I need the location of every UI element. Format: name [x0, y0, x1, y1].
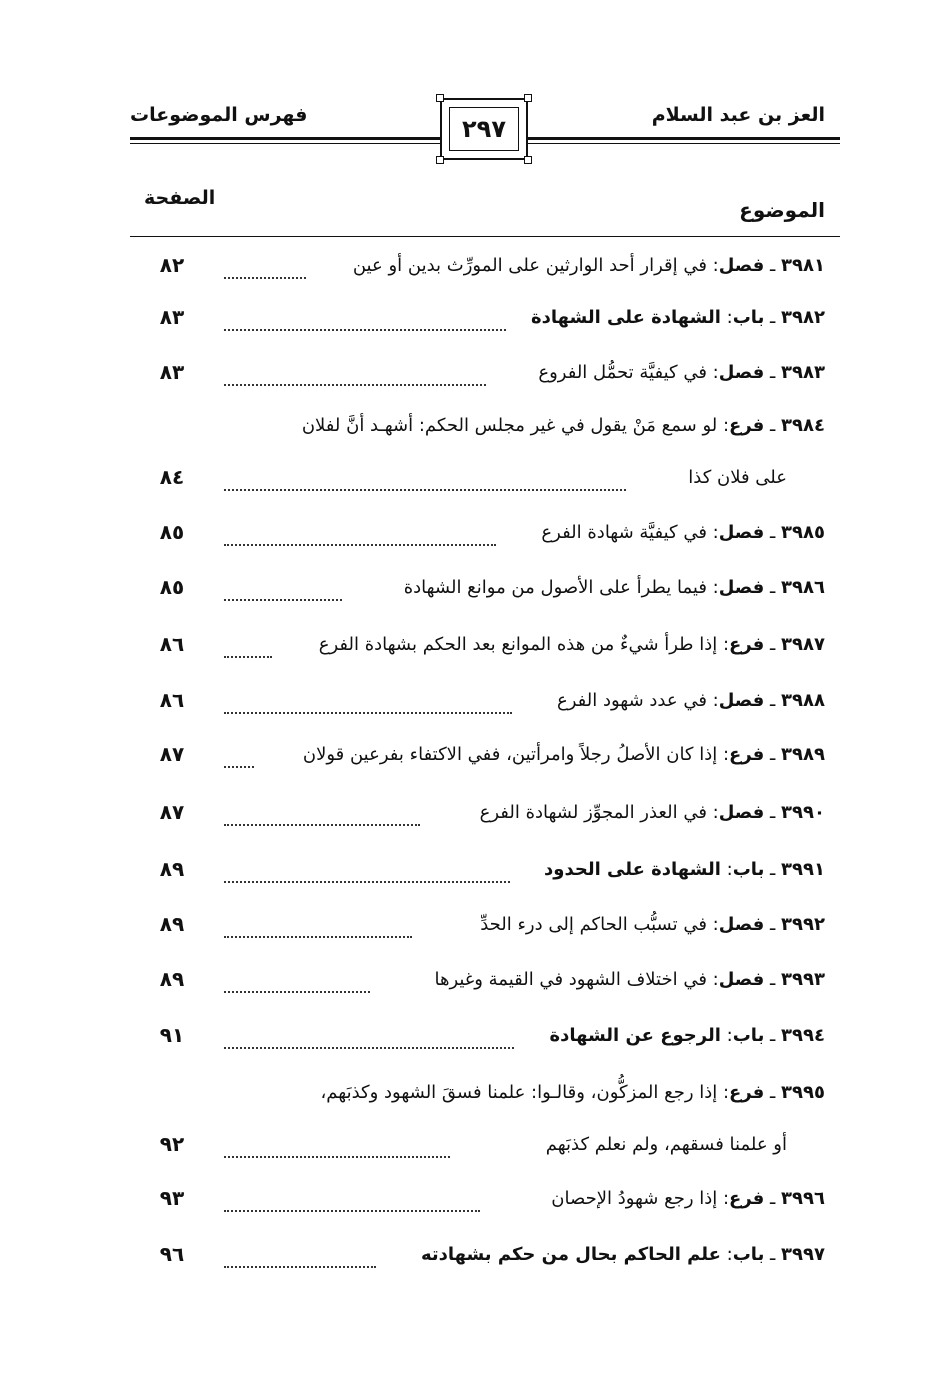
index-entry: ٩١ ٣٩٩٤ ـ باب: الرجوع عن الشهادة — [0, 1023, 947, 1053]
entry-title: إذا رجع شهودُ الإحصان — [551, 1188, 718, 1209]
entry-title: في تسبُّب الحاكم إلى درء الحدِّ — [480, 914, 707, 935]
entry-number: ٣٩٩٤ — [781, 1025, 825, 1046]
entry-page-number: ٨٩ — [159, 857, 185, 881]
dot-leader — [224, 800, 420, 826]
entry-title: علم الحاكم بحال من حكم بشهادته — [420, 1244, 721, 1265]
entry-page-number: ٨٧ — [159, 800, 185, 824]
entry-title: في إقرار أحد الوارثين على المورِّث بدين أو عين — [352, 255, 707, 276]
running-header-author: العز بن عبد السلام — [651, 104, 825, 126]
entry-title: إذا كان الأصلُ رجلاً وامرأتين، ففي الاكتفاء بفرعين قولان — [302, 744, 718, 765]
entry-title: في كيفيَّة تحمُّل الفروع — [538, 362, 707, 383]
page-number: ٢٩٧ — [462, 115, 506, 143]
index-entry: ٣٩٩٥ ـ فرع: إذا رجع المزكُّون، وقالـوا: علمنا فسقَ الشهود وكذبَهم، — [320, 1082, 825, 1103]
dot-leader — [224, 520, 496, 546]
entry-number: ٣٩٩٥ — [781, 1082, 825, 1103]
column-heading-topic: الموضوع — [739, 198, 825, 222]
entry-page-number: ٨٧ — [159, 742, 185, 766]
entry-label: فصل — [718, 690, 765, 711]
index-entry: ٨٦ ٣٩٨٨ ـ فصل: في عدد شهود الفرع — [0, 688, 947, 718]
entry-page-number: ٨٦ — [159, 632, 185, 656]
entry-label: باب — [732, 1025, 765, 1046]
dot-leader — [224, 360, 486, 386]
entry-page-number: ٨٥ — [159, 575, 185, 599]
index-entry: ٨٩ ٣٩٩٣ ـ فصل: في اختلاف الشهود في القيمة وغيرها — [0, 967, 947, 997]
entry-number: ٣٩٩٧ — [781, 1244, 825, 1265]
entry-page-number: ٨٩ — [159, 912, 185, 936]
entry-page-number: ٨٩ — [159, 967, 185, 991]
entry-title: فيما يطرأ على الأصول من موانع الشهادة — [403, 577, 707, 598]
entry-number: ٣٩٨١ — [781, 255, 825, 276]
entry-label: باب — [732, 859, 765, 880]
entry-page-number: ٨٦ — [159, 688, 185, 712]
dot-leader — [224, 305, 506, 331]
entry-page-number: ٨٣ — [159, 360, 185, 384]
entry-page-number: ٩٣ — [159, 1186, 185, 1210]
entry-number: ٣٩٩٠ — [781, 802, 825, 823]
entry-label: باب — [732, 1244, 765, 1265]
entry-label: فرع — [729, 1188, 765, 1209]
index-entry: ٩٦ ٣٩٩٧ ـ باب: علم الحاكم بحال من حكم بشهادته — [0, 1242, 947, 1272]
index-entry: ٨٧ ٣٩٨٩ ـ فرع: إذا كان الأصلُ رجلاً وامرأتين، ففي الاكتفاء بفرعين قولان — [0, 742, 947, 772]
entry-label: فصل — [718, 362, 765, 383]
entry-page-number: ٨٣ — [159, 305, 185, 329]
entry-title: في اختلاف الشهود في القيمة وغيرها — [434, 969, 707, 990]
index-entry: ٨٦ ٣٩٨٧ ـ فرع: إذا طرأ شيءٌ من هذه الموانع بعد الحكم بشهادة الفرع — [0, 632, 947, 662]
entry-page-number: ٨٢ — [159, 253, 185, 277]
entry-label: فصل — [718, 522, 765, 543]
dot-leader — [224, 253, 306, 279]
entry-label: فصل — [718, 914, 765, 935]
entry-title: الشهادة على الحدود — [544, 859, 721, 880]
entry-number: ٣٩٨٨ — [781, 690, 825, 711]
entry-title: في عدد شهود الفرع — [557, 690, 707, 711]
dot-leader — [224, 575, 342, 601]
entry-label: باب — [732, 307, 765, 328]
dot-leader — [224, 1186, 480, 1212]
entry-number: ٣٩٩٢ — [781, 914, 825, 935]
entry-number: ٣٩٨٩ — [781, 744, 825, 765]
entry-label: فصل — [718, 969, 765, 990]
index-entry: ٨٧ ٣٩٩٠ ـ فصل: في العذر المجوِّز لشهادة الفرع — [0, 800, 947, 830]
entry-number: ٣٩٨٣ — [781, 362, 825, 383]
index-entry: ٨٥ ٣٩٨٦ ـ فصل: فيما يطرأ على الأصول من موانع الشهادة — [0, 575, 947, 605]
page-number-frame — [440, 98, 528, 160]
dot-leader — [224, 1023, 514, 1049]
entry-label: فرع — [729, 634, 765, 655]
entry-title: في كيفيَّة شهادة الفرع — [541, 522, 707, 543]
entry-page-number: ٨٥ — [159, 520, 185, 544]
entry-page-number: ٨٤ — [159, 465, 185, 489]
entry-title: إذا رجع المزكُّون، وقالـوا: علمنا فسقَ الشهود وكذبَهم، — [320, 1082, 718, 1103]
column-heading-page: الصفحة — [144, 187, 216, 209]
entry-title: إذا طرأ شيءٌ من هذه الموانع بعد الحكم بشهادة الفرع — [318, 634, 718, 655]
dot-leader — [224, 688, 512, 714]
index-entry: ٨٩ ٣٩٩٢ ـ فصل: في تسبُّب الحاكم إلى درء الحدِّ — [0, 912, 947, 942]
column-rule — [130, 236, 840, 237]
dot-leader — [224, 967, 370, 993]
entry-page-number: ٩١ — [159, 1023, 185, 1047]
entry-number: ٣٩٨٤ — [781, 415, 825, 436]
index-entry: ٨٩ ٣٩٩١ ـ باب: الشهادة على الحدود — [0, 857, 947, 887]
entry-label: فرع — [729, 744, 765, 765]
entry-title-continuation: على فلان كذا — [688, 467, 787, 488]
entry-number: ٣٩٨٥ — [781, 522, 825, 543]
entry-title: لو سمع مَنْ يقول في غير مجلس الحكم: أشهـد أنَّ لفلان — [301, 415, 718, 436]
dot-leader — [224, 857, 510, 883]
index-entry: ٨٣ ٣٩٨٢ ـ باب: الشهادة على الشهادة — [0, 305, 947, 335]
entry-label: فصل — [718, 577, 765, 598]
entry-number: ٣٩٨٦ — [781, 577, 825, 598]
dot-leader — [224, 1132, 450, 1158]
index-entry-continuation — [0, 1132, 947, 1162]
entry-number: ٣٩٩٦ — [781, 1188, 825, 1209]
dot-leader — [224, 912, 412, 938]
dot-leader — [224, 632, 272, 658]
entry-title: في العذر المجوِّز لشهادة الفرع — [479, 802, 707, 823]
dot-leader — [224, 465, 626, 491]
index-entry-continuation — [0, 465, 947, 495]
entry-number: ٣٩٩١ — [781, 859, 825, 880]
index-entry: ٨٥ ٣٩٨٥ ـ فصل: في كيفيَّة شهادة الفرع — [0, 520, 947, 550]
index-entry: ٨٣ ٣٩٨٣ ـ فصل: في كيفيَّة تحمُّل الفروع — [0, 360, 947, 390]
entry-page-number: ٩٦ — [159, 1242, 185, 1266]
entry-label: فرع — [729, 1082, 765, 1103]
entry-label: فصل — [718, 802, 765, 823]
entry-page-number: ٩٢ — [159, 1132, 185, 1156]
entry-label: فرع — [729, 415, 765, 436]
index-entry: ٩٣ ٣٩٩٦ ـ فرع: إذا رجع شهودُ الإحصان — [0, 1186, 947, 1216]
entry-title: الشهادة على الشهادة — [531, 307, 721, 328]
dot-leader — [224, 742, 254, 768]
entry-label: فصل — [718, 255, 765, 276]
entry-number: ٣٩٩٣ — [781, 969, 825, 990]
index-entry: ٣٩٨٤ ـ فرع: لو سمع مَنْ يقول في غير مجلس الحكم: أشهـد أنَّ لفلان — [301, 415, 825, 436]
entry-title: الرجوع عن الشهادة — [549, 1025, 721, 1046]
entry-number: ٣٩٨٢ — [781, 307, 825, 328]
dot-leader — [224, 1242, 376, 1268]
entry-title-continuation: أو علمنا فسقهم، ولم نعلم كذبَهم — [545, 1134, 787, 1155]
index-entry: ٨٢ ٣٩٨١ ـ فصل: في إقرار أحد الوارثين على المورِّث بدين أو عين — [0, 253, 947, 283]
entry-number: ٣٩٨٧ — [781, 634, 825, 655]
running-header-section: فهرس الموضوعات — [130, 104, 308, 126]
